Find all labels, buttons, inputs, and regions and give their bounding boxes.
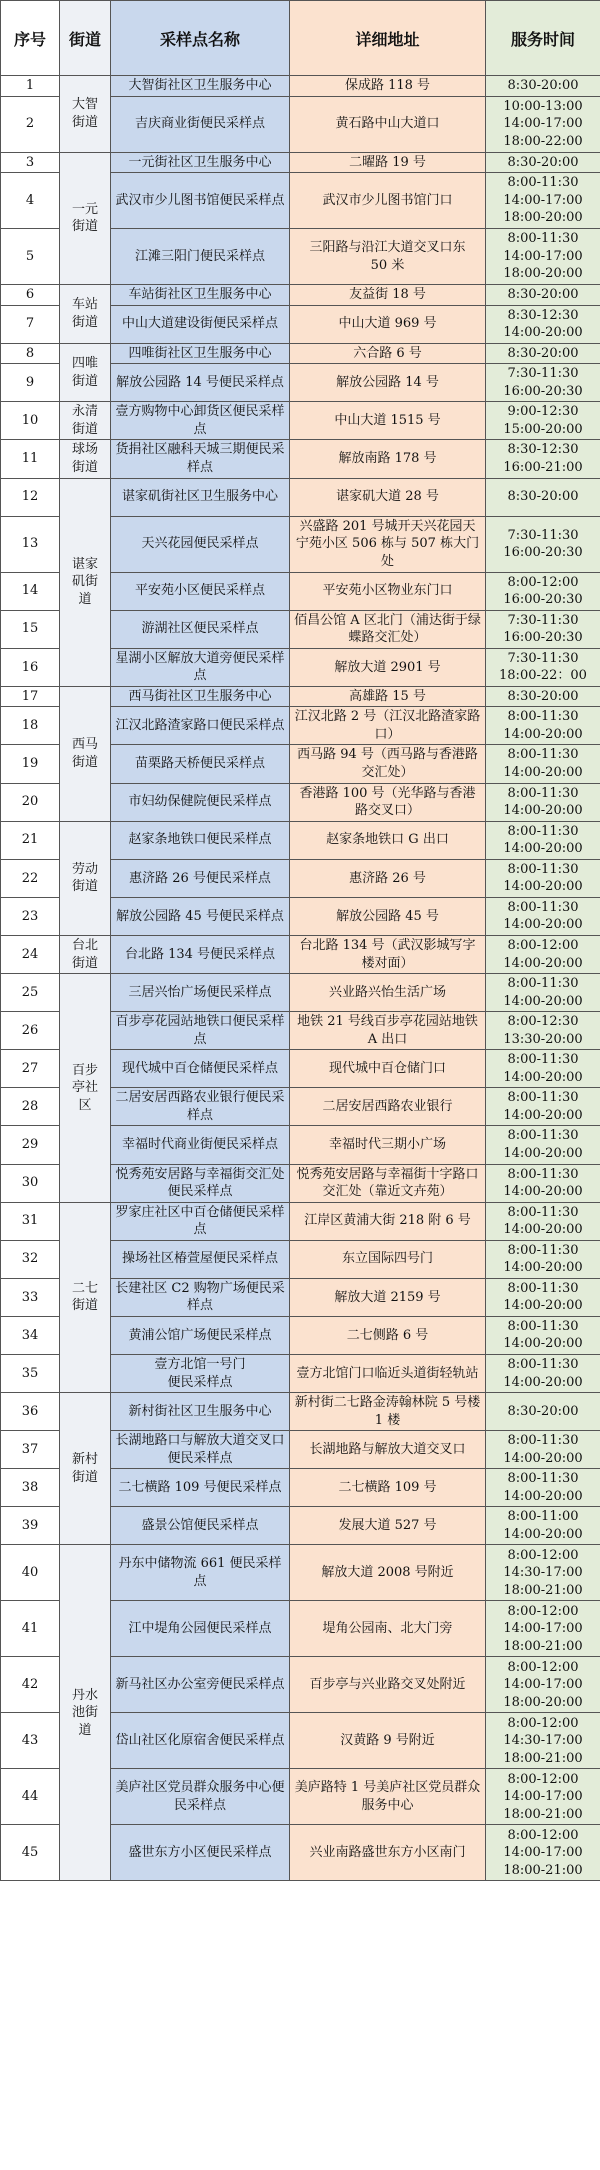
table-row [1, 402, 600, 440]
site-name: 幸福时代商业街便民采样点 [111, 1126, 290, 1164]
table-row [1, 1545, 600, 1601]
row-number: 34 [1, 1316, 60, 1354]
service-time: 8:30-20:00 [486, 478, 600, 516]
street-name: 台北 街道 [60, 935, 111, 973]
service-time: 8:00-11:30 14:00-17:00 18:00-20:00 [486, 173, 600, 229]
site-name: 悦秀苑安居路与幸福街交汇处便民采样点 [111, 1164, 290, 1202]
row-number: 36 [1, 1393, 60, 1431]
site-name: 武汉市少儿图书馆便民采样点 [111, 173, 290, 229]
site-name: 吉庆商业街便民采样点 [111, 96, 290, 152]
service-time: 8:30-20:00 [486, 285, 600, 306]
site-name: 一元街社区卫生服务中心 [111, 152, 290, 173]
site-address: 美庐路特 1 号美庐社区党员群众服务中心 [290, 1769, 486, 1825]
row-number: 38 [1, 1469, 60, 1507]
site-address: 兴业路兴怡生活广场 [290, 974, 486, 1012]
table-row [1, 285, 600, 306]
service-time: 8:30-20:00 [486, 76, 600, 97]
header-row [1, 1, 600, 76]
service-time: 8:00-12:30 13:30-20:00 [486, 1012, 600, 1050]
row-number: 44 [1, 1769, 60, 1825]
site-name: 二七横路 109 号便民采样点 [111, 1469, 290, 1507]
service-time: 8:00-12:00 14:00-17:00 18:00-21:00 [486, 1601, 600, 1657]
site-address: 武汉市少儿图书馆门口 [290, 173, 486, 229]
site-address: 西马路 94 号（西马路与香港路交汇处） [290, 745, 486, 783]
header-time: 服务时间 [486, 1, 600, 76]
site-name: 车站街社区卫生服务中心 [111, 285, 290, 306]
site-address: 台北路 134 号（武汉影城写字楼对面） [290, 935, 486, 973]
row-number: 37 [1, 1431, 60, 1469]
site-address: 壹方北馆门口临近头道街轻轨站 [290, 1354, 486, 1392]
site-address: 平安苑小区物业东门口 [290, 572, 486, 610]
site-name: 黄浦公馆广场便民采样点 [111, 1316, 290, 1354]
site-address: 兴业南路盛世东方小区南门 [290, 1825, 486, 1881]
row-number: 11 [1, 440, 60, 478]
site-address: 发展大道 527 号 [290, 1507, 486, 1545]
service-time: 8:00-11:30 14:00-20:00 [486, 1164, 600, 1202]
table-row [1, 343, 600, 364]
site-name: 罗家庄社区中百仓储便民采样点 [111, 1202, 290, 1240]
street-name: 劳动 街道 [60, 821, 111, 935]
site-address: 谌家矶大道 28 号 [290, 478, 486, 516]
site-name: 壹方北馆一号门 便民采样点 [111, 1354, 290, 1392]
service-time: 8:00-11:30 14:00-20:00 [486, 783, 600, 821]
street-name: 丹水 池街 道 [60, 1545, 111, 1881]
site-name: 星湖小区解放大道旁便民采样点 [111, 648, 290, 686]
site-name: 新马社区办公室旁便民采样点 [111, 1657, 290, 1713]
site-name: 长建社区 C2 购物广场便民采样点 [111, 1278, 290, 1316]
site-name: 市妇幼保健院便民采样点 [111, 783, 290, 821]
row-number: 14 [1, 572, 60, 610]
row-number: 22 [1, 859, 60, 897]
site-name: 新村街社区卫生服务中心 [111, 1393, 290, 1431]
site-name: 江汉北路渣家路口便民采样点 [111, 707, 290, 745]
site-name: 江中堤角公园便民采样点 [111, 1601, 290, 1657]
site-address: 二曜路 19 号 [290, 152, 486, 173]
service-time: 8:00-11:30 14:00-20:00 [486, 821, 600, 859]
service-time: 7:30-11:30 16:00-20:30 [486, 516, 600, 572]
row-number: 39 [1, 1507, 60, 1545]
street-name: 四唯 街道 [60, 343, 111, 402]
row-number: 42 [1, 1657, 60, 1713]
service-time: 8:00-11:30 14:00-20:00 [486, 1050, 600, 1088]
site-address: 二居安居西路农业银行 [290, 1088, 486, 1126]
site-name: 天兴花园便民采样点 [111, 516, 290, 572]
service-time: 8:00-11:30 14:00-20:00 [486, 707, 600, 745]
site-address: 佰昌公馆 A 区北门（浦达街于绿蝶路交汇处） [290, 610, 486, 648]
site-name: 谌家矶街社区卫生服务中心 [111, 478, 290, 516]
service-time: 8:00-11:30 14:00-20:00 [486, 1088, 600, 1126]
site-name: 苗栗路天桥便民采样点 [111, 745, 290, 783]
row-number: 29 [1, 1126, 60, 1164]
row-number: 10 [1, 402, 60, 440]
row-number: 43 [1, 1713, 60, 1769]
site-address: 兴盛路 201 号城开天兴花园天宁苑小区 506 栋与 507 栋大门处 [290, 516, 486, 572]
site-address: 惠济路 26 号 [290, 859, 486, 897]
street-name: 永清 街道 [60, 402, 111, 440]
service-time: 8:00-12:00 14:00-17:00 18:00-20:00 [486, 1657, 600, 1713]
row-number: 35 [1, 1354, 60, 1392]
site-name: 现代城中百仓储便民采样点 [111, 1050, 290, 1088]
site-name: 游湖社区便民采样点 [111, 610, 290, 648]
service-time: 7:30-11:30 18:00-22：00 [486, 648, 600, 686]
street-name: 球场 街道 [60, 440, 111, 478]
service-time: 8:00-11:30 14:00-20:00 [486, 1354, 600, 1392]
service-time: 8:00-11:30 14:00-20:00 [486, 974, 600, 1012]
table-row [1, 152, 600, 173]
site-name: 百步亭花园站地铁口便民采样点 [111, 1012, 290, 1050]
site-name: 西马街社区卫生服务中心 [111, 686, 290, 707]
site-address: 中山大道 969 号 [290, 305, 486, 343]
site-address: 友益街 18 号 [290, 285, 486, 306]
site-name: 操场社区椿萱屋便民采样点 [111, 1240, 290, 1278]
site-address: 赵家条地铁口 G 出口 [290, 821, 486, 859]
site-address: 幸福时代三期小广场 [290, 1126, 486, 1164]
service-time: 8:00-12:00 14:00-17:00 18:00-21:00 [486, 1769, 600, 1825]
row-number: 31 [1, 1202, 60, 1240]
service-time: 8:00-11:30 14:00-20:00 [486, 745, 600, 783]
table-row [1, 1393, 600, 1431]
service-time: 8:00-11:30 14:00-20:00 [486, 897, 600, 935]
row-number: 7 [1, 305, 60, 343]
row-number: 45 [1, 1825, 60, 1881]
site-address: 百步亭与兴业路交叉处附近 [290, 1657, 486, 1713]
table-row [1, 440, 600, 478]
service-time: 8:00-11:30 14:00-20:00 [486, 1469, 600, 1507]
table-row [1, 686, 600, 707]
service-time: 8:00-11:30 14:00-20:00 [486, 1431, 600, 1469]
service-time: 9:00-12:30 15:00-20:00 [486, 402, 600, 440]
row-number: 40 [1, 1545, 60, 1601]
service-time: 8:30-20:00 [486, 152, 600, 173]
table-row [1, 974, 600, 1012]
site-address: 地铁 21 号线百步亭花园站地铁 A 出口 [290, 1012, 486, 1050]
row-number: 16 [1, 648, 60, 686]
row-number: 20 [1, 783, 60, 821]
header-street: 街道 [60, 1, 111, 76]
row-number: 23 [1, 897, 60, 935]
site-name: 解放公园路 45 号便民采样点 [111, 897, 290, 935]
street-name: 百步 亭社 区 [60, 974, 111, 1203]
row-number: 18 [1, 707, 60, 745]
service-time: 8:00-12:00 16:00-20:30 [486, 572, 600, 610]
row-number: 12 [1, 478, 60, 516]
site-address: 二七横路 109 号 [290, 1469, 486, 1507]
table-header [1, 1, 600, 76]
row-number: 6 [1, 285, 60, 306]
street-name: 谌家 矶街 道 [60, 478, 111, 686]
site-address: 江岸区黄浦大街 218 附 6 号 [290, 1202, 486, 1240]
site-address: 现代城中百仓储门口 [290, 1050, 486, 1088]
site-name: 盛世东方小区便民采样点 [111, 1825, 290, 1881]
service-time: 8:00-11:30 14:00-20:00 [486, 1240, 600, 1278]
table-body [1, 76, 600, 1881]
site-address: 长湖地路与解放大道交叉口 [290, 1431, 486, 1469]
site-name: 江滩三阳门便民采样点 [111, 229, 290, 285]
service-time: 8:00-12:00 14:30-17:00 18:00-21:00 [486, 1545, 600, 1601]
row-number: 4 [1, 173, 60, 229]
service-time: 8:30-20:00 [486, 686, 600, 707]
site-name: 大智街社区卫生服务中心 [111, 76, 290, 97]
table-row [1, 76, 600, 97]
site-address: 解放大道 2901 号 [290, 648, 486, 686]
table-row [1, 478, 600, 516]
row-number: 3 [1, 152, 60, 173]
row-number: 19 [1, 745, 60, 783]
row-number: 27 [1, 1050, 60, 1088]
site-address: 解放大道 2008 号附近 [290, 1545, 486, 1601]
table-row [1, 935, 600, 973]
site-name: 惠济路 26 号便民采样点 [111, 859, 290, 897]
site-address: 解放大道 2159 号 [290, 1278, 486, 1316]
site-name: 台北路 134 号便民采样点 [111, 935, 290, 973]
row-number: 26 [1, 1012, 60, 1050]
site-name: 丹东中储物流 661 便民采样点 [111, 1545, 290, 1601]
service-time: 8:00-11:30 14:00-17:00 18:00-20:00 [486, 229, 600, 285]
site-name: 美庐社区党员群众服务中心便民采样点 [111, 1769, 290, 1825]
row-number: 2 [1, 96, 60, 152]
site-name: 长湖地路口与解放大道交叉口便民采样点 [111, 1431, 290, 1469]
site-name: 货捐社区融科天城三期便民采样点 [111, 440, 290, 478]
header-name: 采样点名称 [111, 1, 290, 76]
site-address: 江汉北路 2 号（江汉北路渣家路口） [290, 707, 486, 745]
row-number: 28 [1, 1088, 60, 1126]
row-number: 8 [1, 343, 60, 364]
site-address: 黄石路中山大道口 [290, 96, 486, 152]
site-name: 岱山社区化原宿舍便民采样点 [111, 1713, 290, 1769]
header-no: 序号 [1, 1, 60, 76]
row-number: 41 [1, 1601, 60, 1657]
street-name: 新村 街道 [60, 1393, 111, 1545]
table-row [1, 821, 600, 859]
row-number: 25 [1, 974, 60, 1012]
service-time: 8:00-12:00 14:00-17:00 18:00-21:00 [486, 1825, 600, 1881]
street-name: 一元 街道 [60, 152, 111, 285]
site-address: 悦秀苑安居路与幸福街十字路口交汇处（靠近文卉苑） [290, 1164, 486, 1202]
site-name: 中山大道建设街便民采样点 [111, 305, 290, 343]
row-number: 1 [1, 76, 60, 97]
service-time: 8:30-20:00 [486, 1393, 600, 1431]
row-number: 33 [1, 1278, 60, 1316]
row-number: 32 [1, 1240, 60, 1278]
street-name: 西马 街道 [60, 686, 111, 821]
row-number: 21 [1, 821, 60, 859]
row-number: 13 [1, 516, 60, 572]
service-time: 8:30-12:30 14:00-20:00 [486, 305, 600, 343]
site-address: 六合路 6 号 [290, 343, 486, 364]
row-number: 30 [1, 1164, 60, 1202]
site-address: 香港路 100 号（光华路与香港路交叉口） [290, 783, 486, 821]
service-time: 8:00-11:30 14:00-20:00 [486, 859, 600, 897]
site-address: 解放南路 178 号 [290, 440, 486, 478]
row-number: 5 [1, 229, 60, 285]
service-time: 8:00-11:30 14:00-20:00 [486, 1126, 600, 1164]
service-time: 8:00-11:30 14:00-20:00 [486, 1202, 600, 1240]
row-number: 17 [1, 686, 60, 707]
site-name: 壹方购物中心卸货区便民采样点 [111, 402, 290, 440]
street-name: 车站 街道 [60, 285, 111, 344]
service-time: 7:30-11:30 16:00-20:30 [486, 610, 600, 648]
service-time: 10:00-13:00 14:00-17:00 18:00-22:00 [486, 96, 600, 152]
site-address: 汉黄路 9 号附近 [290, 1713, 486, 1769]
street-name: 大智 街道 [60, 76, 111, 153]
site-name: 二居安居西路农业银行便民采样点 [111, 1088, 290, 1126]
site-name: 赵家条地铁口便民采样点 [111, 821, 290, 859]
service-time: 8:00-11:30 14:00-20:00 [486, 1278, 600, 1316]
service-time: 7:30-11:30 16:00-20:30 [486, 364, 600, 402]
table-row [1, 1202, 600, 1240]
service-time: 8:00-11:00 14:00-20:00 [486, 1507, 600, 1545]
site-address: 二七侧路 6 号 [290, 1316, 486, 1354]
site-name: 平安苑小区便民采样点 [111, 572, 290, 610]
site-address: 中山大道 1515 号 [290, 402, 486, 440]
site-address: 保成路 118 号 [290, 76, 486, 97]
site-address: 堤角公园南、北大门旁 [290, 1601, 486, 1657]
service-time: 8:30-20:00 [486, 343, 600, 364]
row-number: 24 [1, 935, 60, 973]
site-name: 解放公园路 14 号便民采样点 [111, 364, 290, 402]
service-time: 8:00-12:00 14:00-20:00 [486, 935, 600, 973]
site-name: 三居兴怡广场便民采样点 [111, 974, 290, 1012]
site-address: 三阳路与沿江大道交叉口东 50 米 [290, 229, 486, 285]
row-number: 15 [1, 610, 60, 648]
site-address: 解放公园路 14 号 [290, 364, 486, 402]
service-time: 8:30-12:30 16:00-21:00 [486, 440, 600, 478]
street-name: 二七 街道 [60, 1202, 111, 1392]
site-name: 四唯街社区卫生服务中心 [111, 343, 290, 364]
site-address: 解放公园路 45 号 [290, 897, 486, 935]
row-number: 9 [1, 364, 60, 402]
header-address: 详细地址 [290, 1, 486, 76]
site-name: 盛景公馆便民采样点 [111, 1507, 290, 1545]
service-time: 8:00-11:30 14:00-20:00 [486, 1316, 600, 1354]
site-address: 新村街二七路金涛翰林院 5 号楼 1 楼 [290, 1393, 486, 1431]
site-address: 高雄路 15 号 [290, 686, 486, 707]
site-address: 东立国际四号门 [290, 1240, 486, 1278]
service-time: 8:00-12:00 14:30-17:00 18:00-21:00 [486, 1713, 600, 1769]
